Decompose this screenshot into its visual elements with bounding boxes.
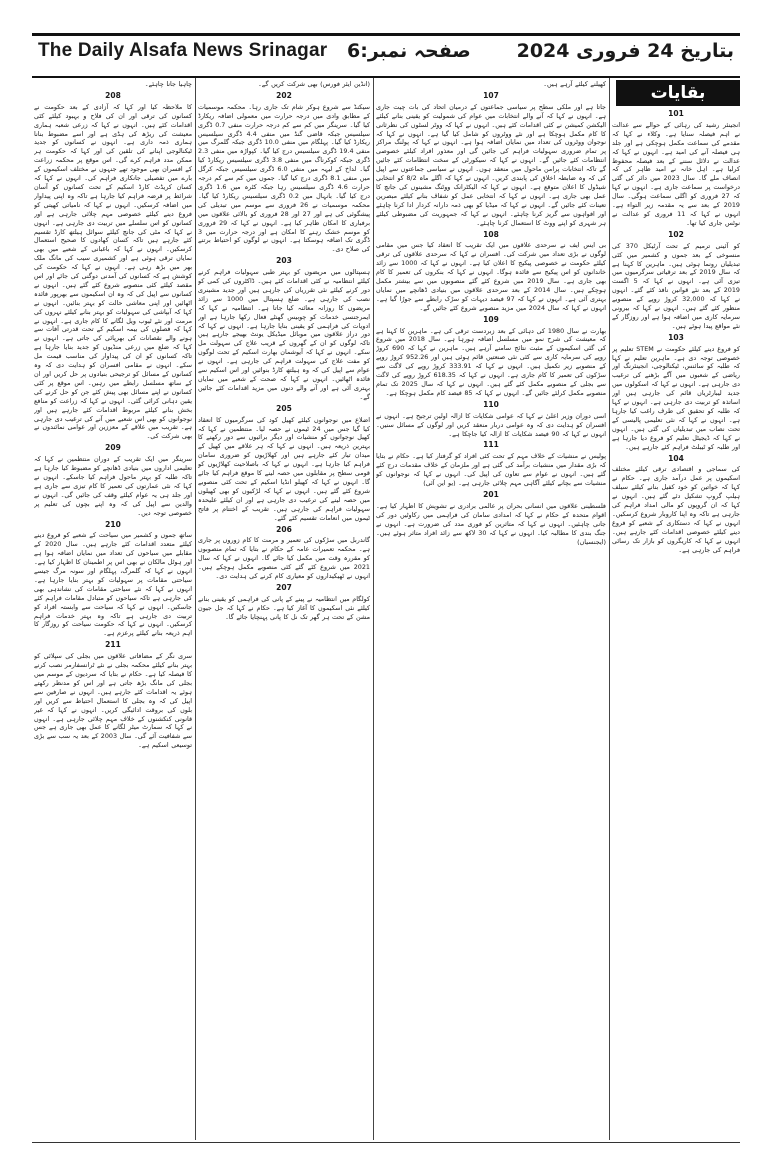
story-number: 201 xyxy=(483,489,499,499)
story-number: 111 xyxy=(483,440,499,450)
story-number: 207 xyxy=(276,582,292,592)
story-text: کا ملاحظہ کیا اور کہا کہ آزادی کے بعد حکومت نے کسانوں کی ترقی اور ان کی فلاح و بہبود کیلئے کئی اقدامات کئے ہیں۔ انہوں نے کہا کہ زرعی شعبہ ہماری معیشت کی ریڑھ کی ہڈی ہے اور اسے مضبوط بنانا ہماری ذمہ داری ہے۔ انہوں نے کسانوں کو جدید ٹیکنالوجی اپنانے کی تلقین کی اور کہا کہ حکومت ہر ممکن مدد فراہم کرے گی۔ اس موقع پر محکمہ زراعت کے افسران بھی موجود تھے جنہوں نے مختلف اسکیموں کے بارے میں تفصیلی جانکاری فراہم کی۔ انہوں نے کہا کہ کسان کریڈٹ کارڈ اسکیم کے تحت کسانوں کو آسان شرائط پر قرضہ فراہم کیا جارہا ہے تاکہ وہ اپنی پیداوار میں اضافہ کرسکیں۔ انہوں نے کہا کہ نامیاتی کھیتی کو فروغ دینے کیلئے خصوصی مہم چلائی جارہی ہے اور کسانوں کو اس سلسلے میں تربیت دی جارہی ہے۔ انہوں نے کہا کہ مٹی کی جانچ کیلئے سوائل ہیلتھ کارڈ تقسیم کئے جارہے ہیں تاکہ کسان کھادوں کا صحیح استعمال کرسکیں۔ انہوں نے کہا کہ باغبانی کے شعبے میں بھی نمایاں ترقی ہوئی ہے اور کشمیری سیب کی مانگ ملک بھر میں بڑھ رہی ہے۔ انہوں نے کہا کہ حکومت کی کوشش ہے کہ کسانوں کی آمدنی دوگنی کی جائے اور اس مقصد کیلئے کئی منصوبے شروع کئے گئے ہیں۔ انہوں نے کسانوں سے اپیل کی کہ وہ ان اسکیموں سے بھرپور فائدہ اٹھائیں اور اپنی معاشی حالت کو بہتر بنائیں۔ انہوں نے کہا کہ آبپاشی کی سہولیات کو بہتر بنانے کیلئے نہروں کی مرمت اور نئے ٹیوب ویل لگانے کا کام جاری ہے۔ انہوں نے کہا کہ فصلوں کی بیمہ اسکیم کے تحت قدرتی آفات سے ہونے والے نقصانات کی بھرپائی کی جاتی ہے۔ انہوں نے کہا کہ ضلع میں زرعی منڈیوں کو جدید بنایا جارہا ہے تاکہ کسانوں کو ان کی پیداوار کی مناسب قیمت مل سکے۔ انہوں نے مقامی افسران کو ہدایت دی کہ وہ کسانوں کے مسائل کو ترجیحی بنیادوں پر حل کریں اور ان کے ساتھ مسلسل رابطے میں رہیں۔ اس موقع پر کئی کسانوں نے اپنے مسائل بھی پیش کئے جن کو حل کرنے کی یقین دہانی کرائی گئی۔ انہوں نے کہا کہ زراعت کو منافع بخش بنانے کیلئے مربوط اقدامات کئے جارہے ہیں اور نوجوانوں کو بھی اس شعبے میں آنے کی ترغیب دی جارہی ہے۔ تقریب میں علاقے کے معززین اور عوامی نمائندوں نے بھی شرکت کی۔ xyxy=(34,102,192,441)
story-text: ساتھ جموں و کشمیر میں سیاحت کے شعبے کو فروغ دینے کیلئے متعدد اقدامات کئے جارہے ہیں۔ سال 2020 کے مقابلے میں سیاحوں کی تعداد میں نمایاں اضافہ ہوا ہے اور ہوٹل مالکان نے بھی اس پر اطمینان کا اظہار کیا ہے۔ انہوں نے کہا کہ گلمرگ، پہلگام اور سونہ مرگ جیسے سیاحتی مقامات پر سہولیات کو بہتر بنایا جارہا ہے۔ انہوں نے کہا کہ نئے سیاحتی مقامات کی نشاندہی بھی کی جارہی ہے تاکہ سیاحوں کو متبادل مقامات فراہم کئے جاسکیں۔ انہوں نے کہا کہ سیاحت سے وابستہ افراد کو تربیت دی جارہی ہے تاکہ وہ بہتر خدمات فراہم کرسکیں۔ انہوں نے کہا کہ حکومت سیاحت کو روزگار کا اہم ذریعہ بنانے کیلئے پرعزم ہے۔ xyxy=(34,531,192,638)
masthead xyxy=(32,33,740,78)
story-number: 107 xyxy=(483,90,499,100)
story-text: کو فروغ دینے کیلئے حکومت نے STEM تعلیم پر خصوصی توجہ دی ہے۔ ماہرین تعلیم نے کہا کہ طلبہ کو سائنس، ٹیکنالوجی، انجینئرنگ اور ریاضی کے شعبوں میں آگے بڑھنے کی ترغیب دی جارہی ہے۔ انہوں نے کہا کہ اسکولوں میں جدید لیبارٹریاں قائم کی جارہی ہیں اور اساتذہ کو تربیت دی جارہی ہے۔ انہوں نے کہا کہ طلبہ کو تحقیق کی طرف راغب کیا جارہا ہے۔ انہوں نے کہا کہ نئی تعلیمی پالیسی کے تحت نصاب میں تبدیلیاں کی گئی ہیں۔ انہوں نے کہا کہ ڈیجیٹل تعلیم کو فروغ دیا جارہا ہے اور طلبہ کو ٹیبلٹ فراہم کئے جارہے ہیں۔ xyxy=(612,344,740,451)
story-text: بی ایس ایف نے سرحدی علاقوں میں ایک تقریب کا انعقاد کیا جس میں مقامی لوگوں نے بڑی تعداد میں شرکت کی۔ افسران نے کہا کہ سرحدی علاقوں کی ترقی کیلئے حکومت نے خصوصی پیکیج کا اعلان کیا ہے۔ انہوں نے کہا کہ 1000 سے زائد خاندانوں کو اس پیکیج سے فائدہ ہوگا۔ انہوں نے کہا کہ بنکروں کی تعمیر کا کام بھی جاری ہے۔ سال 2019 میں شروع کئے گئے منصوبوں میں سے بیشتر مکمل ہوچکے ہیں۔ سال 2014 کے بعد سرحدی علاقوں میں بنیادی ڈھانچے میں نمایاں بہتری آئی ہے۔ انہوں نے کہا کہ 97 فیصد دیہات کو سڑک رابطے سے جوڑا گیا ہے۔ انہوں نے کہا کہ سال 2024 میں مزید منصوبے شروع کئے جائیں گے۔ xyxy=(376,241,606,312)
story-text: کولگام میں انتظامیہ نے پینے کے پانی کی فراہمی کو یقینی بنانے کیلئے نئی اسکیموں کا آغاز کیا ہے۔ حکام نے کہا کہ جل جیون مشن کے تحت ہر گھر تک نل کا پانی پہنچایا جائے گا۔ xyxy=(198,594,370,621)
section-banner: بقایات xyxy=(616,80,740,106)
column-3 xyxy=(376,80,606,1140)
story-text: پولیس نے منشیات کے خلاف مہم کے تحت کئی افراد کو گرفتار کیا ہے۔ حکام نے بتایا کہ بڑی مقدار میں منشیات برآمد کی گئی ہے اور ملزمان کے خلاف مقدمات درج کئے گئے ہیں۔ انہوں نے عوام سے تعاون کی اپیل کی۔ انہوں نے کہا کہ نوجوانوں کو منشیات سے بچانے کیلئے آگاہی مہم چلائی جارہی ہے۔ (یو این آئی) xyxy=(376,452,606,488)
paper-name: The Daily Alsafa News Srinagar xyxy=(38,40,328,61)
story-text: کی سماجی و اقتصادی ترقی کیلئے مختلف اسکیموں پر عمل درآمد جاری ہے۔ حکام نے کہا کہ خواتین کو خود کفیل بنانے کیلئے سیلف ہیلپ گروپ تشکیل دئے گئے ہیں۔ انہوں نے کہا کہ ان گروپوں کو مالی امداد فراہم کی جارہی ہے تاکہ وہ اپنا کاروبار شروع کرسکیں۔ انہوں نے کہا کہ دستکاری کے شعبے کو فروغ دینے کیلئے خصوصی اقدامات کئے جارہے ہیں۔ انہوں نے کہا کہ کاریگروں کو بازار تک رسائی فراہم کی جارہی ہے۔ xyxy=(612,465,740,554)
story-text: اسی دوران وزیر اعلیٰ نے کہا کہ عوامی شکایات کا ازالہ اولین ترجیح ہے۔ انہوں نے افسران کو ہدایت دی کہ وہ عوامی دربار منعقد کریں اور لوگوں کے مسائل سنیں۔ انہوں نے کہا کہ 90 فیصد شکایات کا ازالہ کیا جاچکا ہے۔ xyxy=(376,411,606,438)
column-rule xyxy=(195,78,196,1140)
story-number: 208 xyxy=(105,90,121,100)
column-1 xyxy=(34,80,192,1140)
bottom-rule xyxy=(32,1142,740,1143)
story-number: 110 xyxy=(483,399,499,409)
story-number: 109 xyxy=(483,314,499,324)
story-text: چاہیا جانا چاہئے۔ xyxy=(144,80,192,88)
column-rule xyxy=(609,78,610,1140)
story-text: کو آئینی ترمیم کے تحت آرٹیکل 370 کی منسوخی کے بعد جموں و کشمیر میں کئی تبدیلیاں رونما ہوئی ہیں۔ ماہرین کا کہنا ہے کہ سال 2019 کے بعد ترقیاتی سرگرمیوں میں تیزی آئی ہے۔ انہوں نے کہا کہ 5 اگست 2019 کے بعد نئے قوانین نافذ کئے گئے۔ انہوں نے کہا کہ 32,000 کروڑ روپے کے منصوبے منظور کئے گئے ہیں۔ انہوں نے کہا کہ بیرونی سرمایہ کاری میں اضافہ ہوا ہے اور روزگار کے نئے مواقع پیدا ہوئے ہیں۔ xyxy=(612,241,740,330)
story-text: سری نگر کے مضافاتی علاقوں میں بجلی کی سپلائی کو بہتر بنانے کیلئے محکمہ بجلی نے نئے ٹرانسفارمر نصب کرنے کا فیصلہ کیا ہے۔ حکام نے بتایا کہ سردیوں کے موسم میں بجلی کی مانگ بڑھ جاتی ہے اور اس کو مدنظر رکھتے ہوئے یہ اقدامات کئے جارہے ہیں۔ انہوں نے صارفین سے اپیل کی کہ وہ بجلی کا استعمال احتیاط سے کریں اور بلوں کی بروقت ادائیگی کریں۔ انہوں نے کہا کہ غیر قانونی کنکشنوں کے خلاف مہم چلائی جارہی ہے۔ انہوں نے کہا کہ سمارٹ میٹر لگانے کا عمل بھی جاری ہے جس سے شفافیت آئے گی۔ سال 2003 کے بعد یہ سب سے بڑی توسیعی اسکیم ہے۔ xyxy=(34,652,192,750)
story-text: انجینئر رشید کی رہائی کے حوالے سے عدالت نے اہم فیصلہ سنایا ہے۔ وکلاء نے کہا کہ مقدمے کی سماعت مکمل ہوچکی ہے اور جلد ہی فیصلہ آنے کی امید ہے۔ انہوں نے کہا کہ عدالت نے دلائل سننے کے بعد فیصلہ محفوظ کرلیا ہے۔ اہل خانہ نے امید ظاہر کی کہ انصاف ملے گا۔ سال 2023 میں دائر کی گئی درخواست پر سماعت جاری ہے۔ انہوں نے کہا کہ 27 فروری کو اگلی سماعت ہوگی۔ سال 2019 کے بعد سے یہ مقدمہ زیر التواء ہے۔ انہوں نے کہا کہ 11 فروری کو عدالت نے نوٹس جاری کیا تھا۔ xyxy=(612,120,740,227)
story-number: 211 xyxy=(105,640,121,650)
story-text: فلسطینی علاقوں میں انسانی بحران پر عالمی برادری نے تشویش کا اظہار کیا ہے۔ اقوام متحدہ کے حکام نے کہا کہ امدادی سامان کی فراہمی میں رکاوٹیں دور کی جانی چاہئیں۔ انہوں نے کہا کہ متاثرین کو فوری مدد کی ضرورت ہے۔ انہوں نے جنگ بندی کا مطالبہ کیا۔ انہوں نے کہا کہ 30 لاکھ سے زائد افراد متاثر ہوئے ہیں۔ (ایجنسیاں) xyxy=(376,501,606,546)
story-number: 103 xyxy=(668,332,684,342)
story-text: اضلاع میں نوجوانوں کیلئے کھیل کود کی سرگرمیوں کا انعقاد کیا گیا جس میں 24 ٹیموں نے حصہ لیا۔ منتظمین نے کہا کہ کھیل نوجوانوں کو منشیات اور دیگر برائیوں سے دور رکھنے کا بہترین ذریعہ ہیں۔ انہوں نے کہا کہ ہر علاقے میں کھیل کے میدان تیار کئے جارہے ہیں اور کھلاڑیوں کو ضروری سامان فراہم کیا جارہا ہے۔ انہوں نے کہا کہ باصلاحیت کھلاڑیوں کو قومی سطح پر مقابلوں میں حصہ لینے کا موقع فراہم کیا جائے گا۔ انہوں نے کہا کہ کھیلو انڈیا اسکیم کے تحت کئی منصوبے شروع کئے گئے ہیں۔ انہوں نے کہا کہ لڑکیوں کو بھی کھیلوں میں حصہ لینے کی ترغیب دی جارہی ہے اور ان کیلئے علیحدہ سہولیات فراہم کی جارہی ہیں۔ تقریب کے اختتام پر فاتح ٹیموں میں انعامات تقسیم کئے گئے۔ xyxy=(198,415,370,522)
story-number: 101 xyxy=(668,109,684,118)
story-number: 108 xyxy=(483,229,499,239)
story-number: 104 xyxy=(668,453,684,463)
column-4 xyxy=(612,80,740,1140)
story-number: 102 xyxy=(668,229,684,239)
story-text: جاتا ہے اور ملکی سطح پر سیاسی جماعتوں کے درمیان اتحاد کی بات چیت جاری ہے۔ انہوں نے کہا کہ آنے والے انتخابات میں عوام کی شمولیت کو یقینی بنانے کیلئے الیکشن کمیشن نے کئی اقدامات کئے ہیں۔ انہوں نے کہا کہ ووٹر لسٹوں کی نظرثانی کا کام مکمل ہوچکا ہے اور نئے ووٹروں کو شامل کیا گیا ہے۔ انہوں نے کہا کہ نوجوان ووٹروں کی تعداد میں نمایاں اضافہ ہوا ہے۔ انہوں نے کہا کہ پولنگ مراکز پر تمام ضروری سہولیات فراہم کی جائیں گی اور معذور افراد کیلئے خصوصی انتظامات کئے جائیں گے۔ انہوں نے کہا کہ سیکورٹی کے سخت انتظامات کئے جائیں گے تاکہ انتخابات پرامن ماحول میں منعقد ہوں۔ انہوں نے سیاسی جماعتوں سے اپیل کی کہ وہ ضابطہ اخلاق کی پابندی کریں۔ انہوں نے کہا کہ اگلے ماہ 8/2 کو انتخابی شیڈول کا اعلان متوقع ہے۔ انہوں نے کہا کہ الیکٹرانک ووٹنگ مشینوں کی جانچ کا عمل بھی جاری ہے۔ انہوں نے کہا کہ انتخابی عمل کو شفاف بنانے کیلئے مبصرین تعینات کئے جائیں گے۔ انہوں نے کہا کہ میڈیا کو بھی ذمہ دارانہ کردار ادا کرنا چاہئے اور افواہوں سے گریز کرنا چاہئے۔ انہوں نے کہا کہ جمہوریت کی مضبوطی کیلئے ہر شہری کو اپنے ووٹ کا استعمال کرنا چاہئے۔ xyxy=(376,102,606,227)
story-text: کھیلنے کیلئے آرہے ہیں۔ xyxy=(543,80,606,88)
story-text: سیکنڈ سے شروع ہوکر شام تک جاری رہا۔ محکمہ موسمیات کے مطابق وادی میں درجہ حرارت میں معمولی اضافہ ریکارڈ کیا گیا۔ سرینگر میں کم سے کم درجہ حرارت منفی 0.7 ڈگری سیلسیس جبکہ قاضی گنڈ میں منفی 4.4 ڈگری سیلسیس ریکارڈ کیا گیا۔ پہلگام میں منفی 10.0 ڈگری جبکہ گلمرگ میں منفی 19.4 ڈگری سیلسیس درج کیا گیا۔ کپواڑہ میں منفی 2.3 ڈگری جبکہ کوکرناگ میں منفی 3.8 ڈگری سیلسیس ریکارڈ کیا گیا۔ لداخ کے لیہہ میں منفی 6.0 ڈگری سیلسیس جبکہ کرگل میں منفی 8.1 ڈگری درج کیا گیا۔ جموں میں کم سے کم درجہ حرارت 4.6 ڈگری سیلسیس رہا جبکہ کٹرہ میں 1.6 ڈگری درج کیا گیا۔ بانہال میں 0.2 ڈگری سیلسیس ریکارڈ کیا گیا۔ محکمہ موسمیات نے 26 فروری سے موسم میں تبدیلی کی پیشگوئی کی ہے اور 27 اور 28 فروری کو بالائی علاقوں میں برفباری کا امکان ظاہر کیا ہے۔ انہوں نے کہا کہ 29 فروری کو موسم خشک رہنے کا امکان ہے اور درجہ حرارت میں 3 ڈگری تک اضافہ ہوسکتا ہے۔ انہوں نے لوگوں کو احتیاط برتنے کی صلاح دی۔ xyxy=(198,102,370,254)
column-2 xyxy=(198,80,370,1140)
story-number: 205 xyxy=(276,403,292,413)
story-text: گاندربل میں سڑکوں کی تعمیر و مرمت کا کام زوروں پر جاری ہے۔ محکمہ تعمیرات عامہ کے حکام نے بتایا کہ تمام منصوبوں کو مقررہ وقت میں مکمل کیا جائے گا۔ انہوں نے کہا کہ سال 2021 میں شروع کئے گئے کئی منصوبے مکمل ہوچکے ہیں۔ انہوں نے ٹھیکیداروں کو معیاری کام کرنے کی ہدایت دی۔ xyxy=(198,536,370,581)
story-number: 209 xyxy=(105,443,121,453)
issue-date: بتاریخ 24 فروری 2024 xyxy=(516,40,734,62)
story-text: (انڈین ایئر فورس) بھی شرکت کریں گے۔ xyxy=(258,80,370,88)
story-number: 202 xyxy=(276,90,292,100)
story-text: ہسپتالوں میں مریضوں کو بہتر طبی سہولیات فراہم کرنے کیلئے انتظامیہ نے کئی اقدامات کئے ہیں۔ ڈاکٹروں کی کمی کو دور کرنے کیلئے نئی تقرریاں کی جارہی ہیں اور جدید مشینری نصب کی جارہی ہے۔ ضلع ہسپتال میں 1000 سے زائد مریضوں کا روزانہ معائنہ کیا جاتا ہے۔ انتظامیہ نے کہا کہ ایمرجنسی خدمات کو چوبیس گھنٹے فعال رکھا جارہا ہے اور ادویات کی فراہمی کو یقینی بنایا جارہا ہے۔ انہوں نے کہا کہ دور دراز علاقوں میں موبائل میڈیکل یونٹ بھیجے جارہے ہیں تاکہ لوگوں کو ان کے گھروں کے قریب علاج کی سہولت مل سکے۔ انہوں نے کہا کہ آیوشمان بھارت اسکیم کے تحت لوگوں کو مفت علاج کی سہولت فراہم کی جارہی ہے۔ انہوں نے عوام سے اپیل کی کہ وہ ہیلتھ کارڈ بنوائیں اور اس اسکیم سے فائدہ اٹھائیں۔ انہوں نے کہا کہ صحت کے شعبے میں نمایاں بہتری آئی ہے اور آنے والے دنوں میں مزید اقدامات کئے جائیں گے۔ xyxy=(198,268,370,401)
story-text: بھارت نے سال 1980 کی دہائی کے بعد زبردست ترقی کی ہے۔ ماہرین کا کہنا ہے کہ معیشت کی شرح نمو میں مسلسل اضافہ ہورہا ہے۔ سال 2018 میں شروع کی گئی اسکیموں کے مثبت نتائج سامنے آرہے ہیں۔ ماہرین نے کہا کہ 690 کروڑ روپے کی سرمایہ کاری سے کئی نئی صنعتیں قائم ہوئی ہیں اور 952.26 کروڑ روپے کے منصوبے زیر تکمیل ہیں۔ انہوں نے کہا کہ 333.91 کروڑ روپے کی لاگت سے سڑکوں کی تعمیر کا کام جاری ہے۔ انہوں نے کہا کہ 618.35 کروڑ روپے کی لاگت سے بجلی کے منصوبے مکمل کئے گئے ہیں۔ انہوں نے کہا کہ سال 2025 تک تمام منصوبے مکمل کرلئے جائیں گے۔ انہوں نے کہا کہ 85 فیصد کام مکمل ہوچکا ہے۔ xyxy=(376,326,606,397)
story-text: سرینگر میں ایک تقریب کے دوران منتظمین نے کہا کہ تعلیمی اداروں میں بنیادی ڈھانچے کو مضبوط کیا جارہا ہے تاکہ طلبہ کو بہتر ماحول فراہم کیا جاسکے۔ انہوں نے کہا کہ نئی عمارتوں کی تعمیر کا کام تیزی سے جاری ہے اور جلد ہی یہ عوام کیلئے وقف کی جائیں گی۔ انہوں نے والدین سے اپیل کی کہ وہ اپنے بچوں کی تعلیم پر خصوصی توجہ دیں۔ xyxy=(34,455,192,517)
story-number: 203 xyxy=(276,256,292,266)
story-number: 206 xyxy=(276,524,292,534)
page-number: صفحہ نمبر:6 xyxy=(347,40,471,62)
story-number: 210 xyxy=(105,519,121,529)
column-rule xyxy=(373,78,374,1140)
